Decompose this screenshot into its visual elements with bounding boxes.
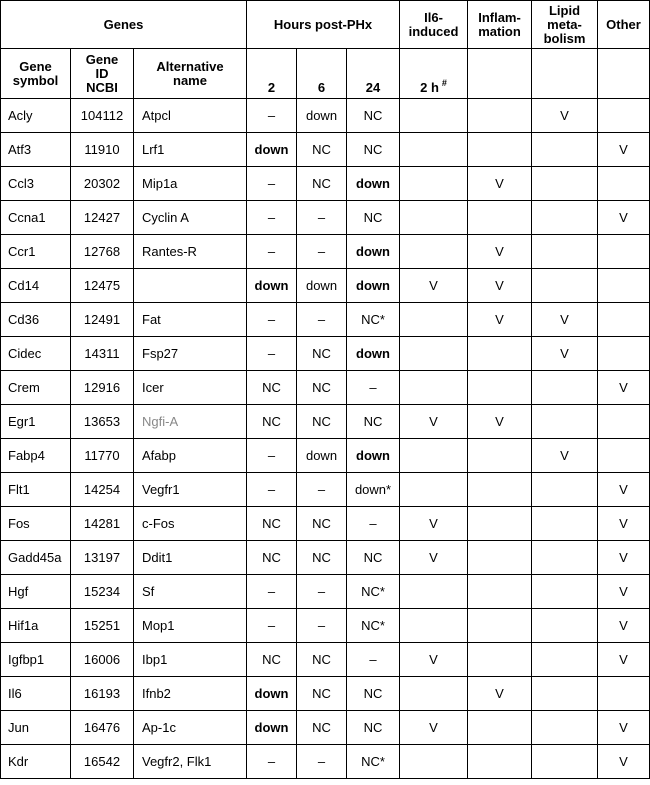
table-row [1, 235, 650, 269]
hour-2-header: 2 [247, 49, 297, 99]
inflammation-cell: V [468, 269, 532, 303]
table-row [1, 133, 650, 167]
hour-2-cell: – [247, 303, 297, 337]
gene-symbol-cell: Atf3 [1, 133, 71, 167]
gene-id-cell: 12768 [71, 235, 134, 269]
il6-2h-header: 2 h # [400, 49, 468, 99]
hour-2-cell: – [247, 201, 297, 235]
il6-induced-cell [400, 609, 468, 643]
other-cell: V [598, 643, 650, 677]
hour-24-cell: down [347, 269, 400, 303]
lipid-metabolism-cell: V [532, 303, 598, 337]
table-row [1, 405, 650, 439]
gene-id-cell: 104112 [71, 99, 134, 133]
gene-id-cell: 12916 [71, 371, 134, 405]
hour-24-cell: NC [347, 201, 400, 235]
table-row [1, 643, 650, 677]
gene-id-cell: 11910 [71, 133, 134, 167]
table-row [1, 711, 650, 745]
lipid-metabolism-cell [532, 711, 598, 745]
gene-id-cell: 11770 [71, 439, 134, 473]
alternative-name-cell: Mop1 [134, 609, 247, 643]
gene-symbol-cell: Cd36 [1, 303, 71, 337]
lipid-metabolism-cell [532, 643, 598, 677]
gene-id-header: Gene ID NCBI [71, 49, 134, 99]
lipid-metabolism-cell [532, 575, 598, 609]
other-cell: V [598, 609, 650, 643]
alternative-name-cell: Fsp27 [134, 337, 247, 371]
hour-6-cell: – [297, 201, 347, 235]
gene-id-cell: 20302 [71, 167, 134, 201]
gene-id-cell: 12475 [71, 269, 134, 303]
gene-symbol-cell: Gadd45a [1, 541, 71, 575]
lipid-metabolism-cell [532, 473, 598, 507]
footnote-mark: # [441, 78, 447, 88]
inflammation-cell [468, 133, 532, 167]
other-cell [598, 337, 650, 371]
alternative-name-cell: Ddit1 [134, 541, 247, 575]
inflammation-cell [468, 711, 532, 745]
table-row [1, 609, 650, 643]
hour-6-cell: NC [297, 507, 347, 541]
inflammation-cell [468, 507, 532, 541]
gene-id-cell: 14281 [71, 507, 134, 541]
il6-header: Il6- induced [400, 1, 468, 49]
other-cell: V [598, 575, 650, 609]
gene-symbol-cell: Hgf [1, 575, 71, 609]
other-cell: V [598, 541, 650, 575]
lipid-metabolism-cell [532, 133, 598, 167]
alternative-name-cell: Vegfr1 [134, 473, 247, 507]
gene-symbol-cell: Cd14 [1, 269, 71, 303]
other-cell [598, 269, 650, 303]
lipid-metabolism-cell [532, 201, 598, 235]
hour-6-cell: NC [297, 711, 347, 745]
il6-induced-cell [400, 133, 468, 167]
table-row [1, 167, 650, 201]
hour-24-cell: down [347, 439, 400, 473]
hour-24-cell: down [347, 167, 400, 201]
lipid-metabolism-cell [532, 541, 598, 575]
hour-2-cell: NC [247, 541, 297, 575]
lipid-metabolism-cell [532, 269, 598, 303]
hour-6-cell: – [297, 609, 347, 643]
hour-24-header: 24 [347, 49, 400, 99]
lipid-metabolism-cell [532, 235, 598, 269]
table-row [1, 303, 650, 337]
alternative-name-cell: c-Fos [134, 507, 247, 541]
il6-induced-cell [400, 371, 468, 405]
alternative-name-cell: Lrf1 [134, 133, 247, 167]
table-row [1, 269, 650, 303]
hour-6-cell: – [297, 745, 347, 779]
inflammation-cell [468, 609, 532, 643]
hour-2-cell: down [247, 269, 297, 303]
hour-2-cell: NC [247, 371, 297, 405]
lipid-metabolism-header: Lipid meta- bolism [532, 1, 598, 49]
alternative-name-cell: Cyclin A [134, 201, 247, 235]
hour-2-cell: – [247, 473, 297, 507]
hour-6-cell: NC [297, 167, 347, 201]
gene-id-cell: 16476 [71, 711, 134, 745]
hour-2-cell: – [247, 99, 297, 133]
lipid-metabolism-cell: V [532, 337, 598, 371]
alternative-name-cell: Mip1a [134, 167, 247, 201]
il6-induced-cell [400, 201, 468, 235]
alternative-name-cell: Fat [134, 303, 247, 337]
other-cell: V [598, 745, 650, 779]
gene-symbol-cell: Hif1a [1, 609, 71, 643]
gene-symbol-cell: Il6 [1, 677, 71, 711]
hour-2-cell: NC [247, 405, 297, 439]
alternative-name-cell: Sf [134, 575, 247, 609]
gene-symbol-header: Gene symbol [1, 49, 71, 99]
hour-2-cell: NC [247, 643, 297, 677]
gene-symbol-cell: Ccr1 [1, 235, 71, 269]
other-header: Other [598, 1, 650, 49]
il6-induced-cell [400, 745, 468, 779]
hour-6-cell: NC [297, 541, 347, 575]
hour-24-cell: NC* [347, 609, 400, 643]
il6-induced-cell: V [400, 541, 468, 575]
hour-24-cell: NC [347, 133, 400, 167]
lipid-metabolism-cell [532, 745, 598, 779]
hour-6-cell: NC [297, 405, 347, 439]
hour-6-cell: down [297, 99, 347, 133]
hour-6-cell: NC [297, 133, 347, 167]
il6-induced-cell [400, 473, 468, 507]
gene-symbol-cell: Acly [1, 99, 71, 133]
hour-6-cell: – [297, 575, 347, 609]
hour-6-cell: NC [297, 337, 347, 371]
hour-6-cell: down [297, 439, 347, 473]
alternative-name-cell: Ap-1c [134, 711, 247, 745]
gene-symbol-cell: Fos [1, 507, 71, 541]
alternative-name-cell: Ifnb2 [134, 677, 247, 711]
il6-induced-cell [400, 439, 468, 473]
alternative-name-cell: Icer [134, 371, 247, 405]
table-row [1, 575, 650, 609]
other-cell: V [598, 201, 650, 235]
gene-id-cell: 12491 [71, 303, 134, 337]
other-cell [598, 167, 650, 201]
table-row [1, 745, 650, 779]
hour-6-cell: – [297, 473, 347, 507]
il6-induced-cell: V [400, 405, 468, 439]
genes-group-header: Genes [1, 1, 247, 49]
alternative-name-cell: Rantes-R [134, 235, 247, 269]
hour-24-cell: NC [347, 711, 400, 745]
table-row [1, 99, 650, 133]
hour-6-cell: NC [297, 677, 347, 711]
table-row [1, 371, 650, 405]
lipid-metabolism-cell [532, 371, 598, 405]
inflammation-cell [468, 541, 532, 575]
alternative-name-cell: Ibp1 [134, 643, 247, 677]
hour-24-cell: NC* [347, 303, 400, 337]
il6-induced-cell [400, 677, 468, 711]
alternative-name-cell: Afabp [134, 439, 247, 473]
lipid-metabolism-cell [532, 405, 598, 439]
il6-induced-cell [400, 99, 468, 133]
table-row [1, 473, 650, 507]
other-cell: V [598, 507, 650, 541]
gene-id-cell: 13197 [71, 541, 134, 575]
gene-symbol-cell: Igfbp1 [1, 643, 71, 677]
other-cell: V [598, 371, 650, 405]
inflammation-subheader [468, 49, 532, 99]
lipid-metabolism-cell [532, 167, 598, 201]
hour-2-cell: – [247, 235, 297, 269]
hours-group-header: Hours post-PHx [247, 1, 400, 49]
gene-symbol-cell: Kdr [1, 745, 71, 779]
inflammation-cell [468, 337, 532, 371]
other-cell [598, 235, 650, 269]
inflammation-header: Inflam- mation [468, 1, 532, 49]
gene-symbol-cell: Ccna1 [1, 201, 71, 235]
gene-symbol-cell: Crem [1, 371, 71, 405]
other-cell [598, 99, 650, 133]
il6-induced-cell [400, 575, 468, 609]
hour-2-cell: down [247, 133, 297, 167]
hour-24-cell: NC* [347, 575, 400, 609]
lipid-metabolism-cell [532, 609, 598, 643]
gene-id-cell: 14254 [71, 473, 134, 507]
table-row [1, 507, 650, 541]
hour-24-cell: down* [347, 473, 400, 507]
inflammation-cell: V [468, 677, 532, 711]
lipid-metabolism-cell: V [532, 99, 598, 133]
hour-6-header: 6 [297, 49, 347, 99]
other-cell: V [598, 473, 650, 507]
table-row [1, 201, 650, 235]
lipid-metabolism-cell [532, 677, 598, 711]
inflammation-cell [468, 99, 532, 133]
inflammation-cell: V [468, 405, 532, 439]
il6-induced-cell: V [400, 711, 468, 745]
hour-2-cell: – [247, 337, 297, 371]
hour-24-cell: NC [347, 99, 400, 133]
other-cell: V [598, 711, 650, 745]
hour-2-cell: – [247, 439, 297, 473]
lipid-subheader [532, 49, 598, 99]
hour-24-cell: – [347, 507, 400, 541]
table-row [1, 677, 650, 711]
alternative-name-cell: Atpcl [134, 99, 247, 133]
il6-induced-cell [400, 235, 468, 269]
gene-id-cell: 14311 [71, 337, 134, 371]
lipid-metabolism-cell [532, 507, 598, 541]
inflammation-cell [468, 575, 532, 609]
hour-24-cell: down [347, 235, 400, 269]
gene-id-cell: 16006 [71, 643, 134, 677]
inflammation-cell: V [468, 303, 532, 337]
il6-induced-cell: V [400, 507, 468, 541]
hour-24-cell: NC [347, 405, 400, 439]
other-cell [598, 303, 650, 337]
il6-induced-cell [400, 167, 468, 201]
alternative-name-cell: Vegfr2, Flk1 [134, 745, 247, 779]
table-row [1, 541, 650, 575]
hour-6-cell: NC [297, 371, 347, 405]
hour-6-cell: – [297, 303, 347, 337]
gene-id-cell: 15251 [71, 609, 134, 643]
hour-24-cell: NC [347, 541, 400, 575]
table-row [1, 439, 650, 473]
il6-induced-cell [400, 303, 468, 337]
other-subheader [598, 49, 650, 99]
alternative-name-header: Alternative name [134, 49, 247, 99]
gene-id-cell: 13653 [71, 405, 134, 439]
il6-induced-cell [400, 337, 468, 371]
gene-symbol-cell: Cidec [1, 337, 71, 371]
gene-symbol-cell: Flt1 [1, 473, 71, 507]
hour-24-cell: NC [347, 677, 400, 711]
inflammation-cell [468, 745, 532, 779]
hour-2-cell: down [247, 711, 297, 745]
gene-id-cell: 16193 [71, 677, 134, 711]
hour-2-cell: down [247, 677, 297, 711]
hour-2-cell: – [247, 745, 297, 779]
alternative-name-cell: Ngfi-A [134, 405, 247, 439]
other-cell: V [598, 133, 650, 167]
lipid-metabolism-cell: V [532, 439, 598, 473]
gene-id-cell: 12427 [71, 201, 134, 235]
hour-2-cell: NC [247, 507, 297, 541]
hour-2-cell: – [247, 575, 297, 609]
hour-24-cell: NC* [347, 745, 400, 779]
inflammation-cell [468, 201, 532, 235]
alternative-name-cell [134, 269, 247, 303]
gene-symbol-cell: Jun [1, 711, 71, 745]
gene-id-cell: 16542 [71, 745, 134, 779]
hour-24-cell: – [347, 643, 400, 677]
hour-2-cell: – [247, 167, 297, 201]
gene-symbol-cell: Fabp4 [1, 439, 71, 473]
other-cell [598, 439, 650, 473]
gene-symbol-cell: Ccl3 [1, 167, 71, 201]
inflammation-cell [468, 371, 532, 405]
other-cell [598, 677, 650, 711]
hour-2-cell: – [247, 609, 297, 643]
inflammation-cell: V [468, 235, 532, 269]
hour-6-cell: – [297, 235, 347, 269]
inflammation-cell [468, 643, 532, 677]
il6-induced-cell: V [400, 643, 468, 677]
hour-6-cell: NC [297, 643, 347, 677]
inflammation-cell [468, 439, 532, 473]
gene-id-cell: 15234 [71, 575, 134, 609]
table-row [1, 337, 650, 371]
il6-induced-cell: V [400, 269, 468, 303]
hour-24-cell: down [347, 337, 400, 371]
hour-6-cell: down [297, 269, 347, 303]
gene-symbol-cell: Egr1 [1, 405, 71, 439]
inflammation-cell: V [468, 167, 532, 201]
inflammation-cell [468, 473, 532, 507]
other-cell [598, 405, 650, 439]
hour-24-cell: – [347, 371, 400, 405]
